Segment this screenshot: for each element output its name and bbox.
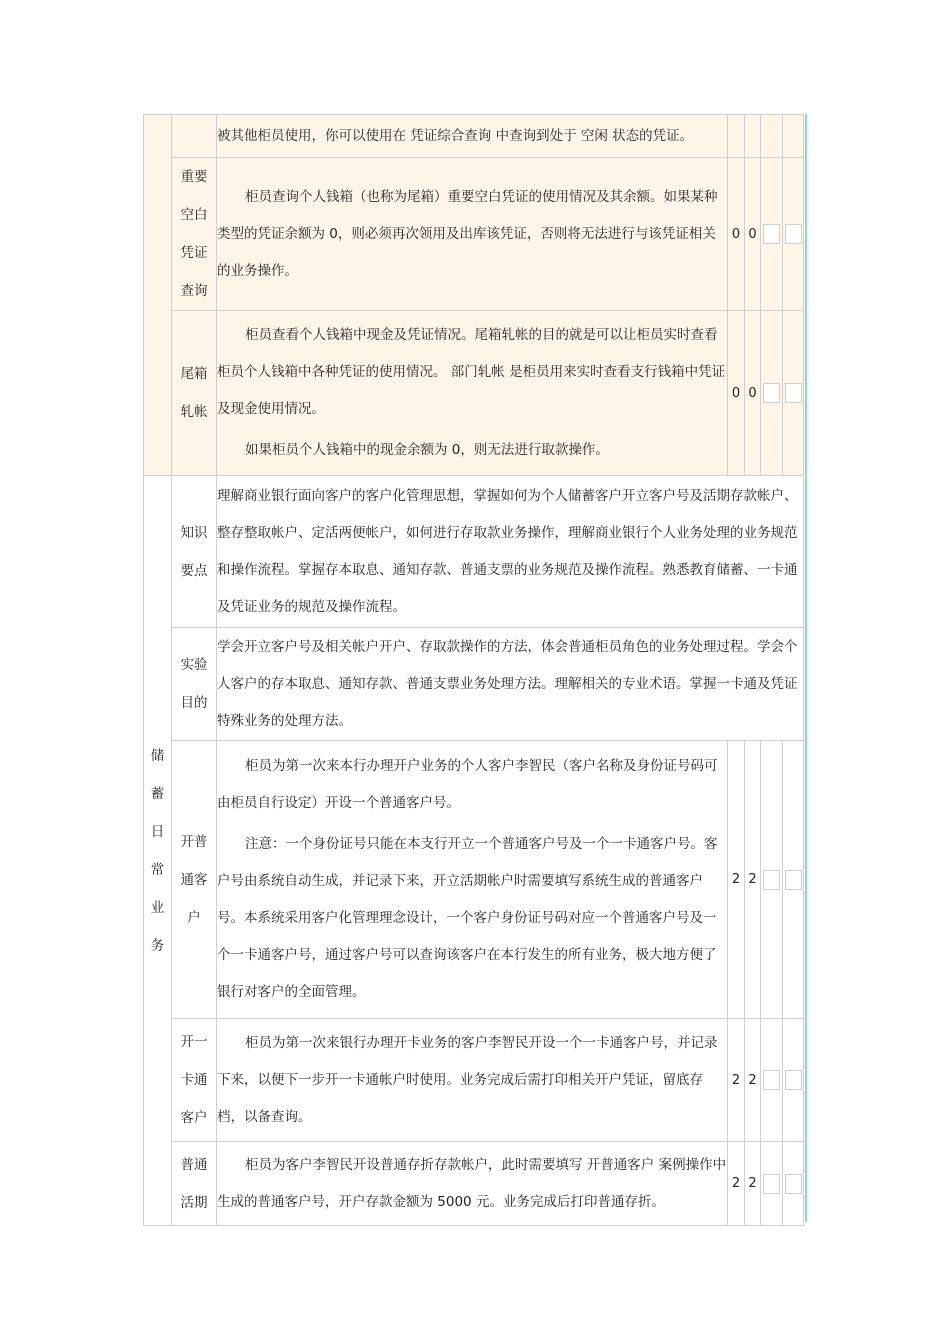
item-label: 普通活期 (180, 1156, 208, 1211)
category-cell-empty (144, 115, 172, 476)
checkbox-cell (783, 1142, 804, 1226)
category-label: 储蓄日常业务 (150, 747, 165, 954)
category-cell (144, 476, 172, 1226)
knowledge-text: 理解商业银行面向客户的客户化管理思想，掌握如何为个人储蓄客户开立客户号及活期存款帐户、整存整取帐户、定活两便帐户，如何进行存取款业务操作，理解商业银行个人业务处理的业务规范和操作流程。掌握存本取息、通知存款、普通支票的业务规范及操作流程。熟悉教育储蓄、一卡通及凭证业务的规范及操作流程。 (217, 476, 804, 628)
value-cell: 0 (745, 311, 761, 476)
item-label: 重要空白凭证查询 (180, 169, 208, 299)
objective-text: 学会开立客户号及相关帐户开户、存取款操作的方法，体会普通柜员角色的业务处理过程。学会个人客户的存本取息、通知存款、普通支票业务处理方法。理解相关的专业术语。掌握一卡通及凭证特殊业务的处理方法。 (217, 628, 804, 741)
value-cell: 0 (728, 311, 745, 476)
item-label: 开普通客户 (180, 833, 208, 926)
checkbox[interactable] (785, 224, 802, 244)
description-cell: 柜员查看个人钱箱中现金及凭证情况。尾箱轧帐的目的就是可以让柜员实时查看柜员个人钱箱中各种凭证的使用情况。 部门轧帐 是柜员用来实时查看支行钱箱中凭证及现金使用情况。 如果柜员个人钱箱中的现金余额为 0，则无法进行取款操作。 (217, 311, 728, 476)
right-border-line (805, 114, 807, 1222)
value-cell (728, 115, 745, 158)
checkbox[interactable] (785, 1070, 802, 1090)
value-cell: 2 (745, 1019, 761, 1142)
checkbox-cell (783, 311, 804, 476)
table-row (144, 476, 804, 628)
item-cell (172, 741, 217, 1019)
checkbox[interactable] (785, 1174, 802, 1194)
value-cell: 2 (728, 1142, 745, 1226)
item-cell (172, 158, 217, 311)
value-cell: 0 (745, 158, 761, 311)
experiment-table (143, 114, 804, 1226)
table-row (144, 158, 804, 311)
table-row (144, 1019, 804, 1142)
description-cell: 柜员查询个人钱箱（也称为尾箱）重要空白凭证的使用情况及其余额。如果某种类型的凭证余额为 0，则必须再次领用及出库该凭证，否则将无法进行与该凭证相关的业务操作。 (217, 158, 728, 311)
checkbox[interactable] (785, 870, 802, 890)
empty-cell (761, 115, 783, 158)
checkbox-cell (761, 1019, 783, 1142)
checkbox[interactable] (785, 383, 802, 403)
objective-label: 实验目的 (180, 657, 208, 711)
item-label: 开一卡通客户 (180, 1034, 208, 1126)
empty-cell (783, 115, 804, 158)
description-cell: 被其他柜员使用，你可以使用在 凭证综合查询 中查询到处于 空闲 状态的凭证。 (217, 115, 728, 158)
value-cell: 2 (745, 1142, 761, 1226)
checkbox-cell (783, 741, 804, 1019)
item-cell (172, 476, 217, 628)
item-cell (172, 1019, 217, 1142)
table-row (144, 741, 804, 1019)
checkbox-cell (761, 311, 783, 476)
value-cell: 2 (728, 1019, 745, 1142)
checkbox[interactable] (763, 1174, 780, 1194)
checkbox-cell (761, 1142, 783, 1226)
value-cell: 2 (728, 741, 745, 1019)
value-cell: 0 (728, 158, 745, 311)
item-cell (172, 1142, 217, 1226)
item-cell (172, 628, 217, 741)
checkbox-cell (783, 158, 804, 311)
description-cell: 柜员为第一次来本行办理开户业务的个人客户李智民（客户名称及身份证号码可由柜员自行设定）开设一个普通客户号。 注意：一个身份证号只能在本支行开立一个普通客户号及一个一卡通客户号。客户号由系统自动生成，并记录下来，开立活期帐户时需要填写系统生成的普通客户号。本系统采用客户化管理理念设计，一个客户身份证号码对应一个普通客户号及一个一卡通客户号，通过客户号可以查询该客户在本行发生的所有业务，极大地方便了银行对客户的全面管理。 (217, 741, 728, 1019)
table-row (144, 628, 804, 741)
checkbox[interactable] (763, 1070, 780, 1090)
table-row (144, 115, 804, 158)
table-row (144, 311, 804, 476)
item-label: 尾箱轧帐 (180, 366, 208, 420)
checkbox[interactable] (763, 224, 780, 244)
item-cell (172, 115, 217, 158)
knowledge-label: 知识要点 (180, 524, 208, 579)
value-cell: 2 (745, 741, 761, 1019)
checkbox-cell (761, 158, 783, 311)
checkbox[interactable] (763, 383, 780, 403)
checkbox-cell (761, 741, 783, 1019)
item-cell (172, 311, 217, 476)
description-cell: 柜员为第一次来银行办理开卡业务的客户李智民开设一个一卡通客户号，并记录下来，以便下一步开一卡通帐户时使用。业务完成后需打印相关开户凭证，留底存档，以备查询。 (217, 1019, 728, 1142)
checkbox-cell (783, 1019, 804, 1142)
table-row (144, 1142, 804, 1226)
checkbox[interactable] (763, 870, 780, 890)
description-cell: 柜员为客户李智民开设普通存折存款帐户，此时需要填写 开普通客户 案例操作中生成的普通客户号，开户存款金额为 5000 元。业务完成后打印普通存折。 (217, 1142, 728, 1226)
value-cell (745, 115, 761, 158)
